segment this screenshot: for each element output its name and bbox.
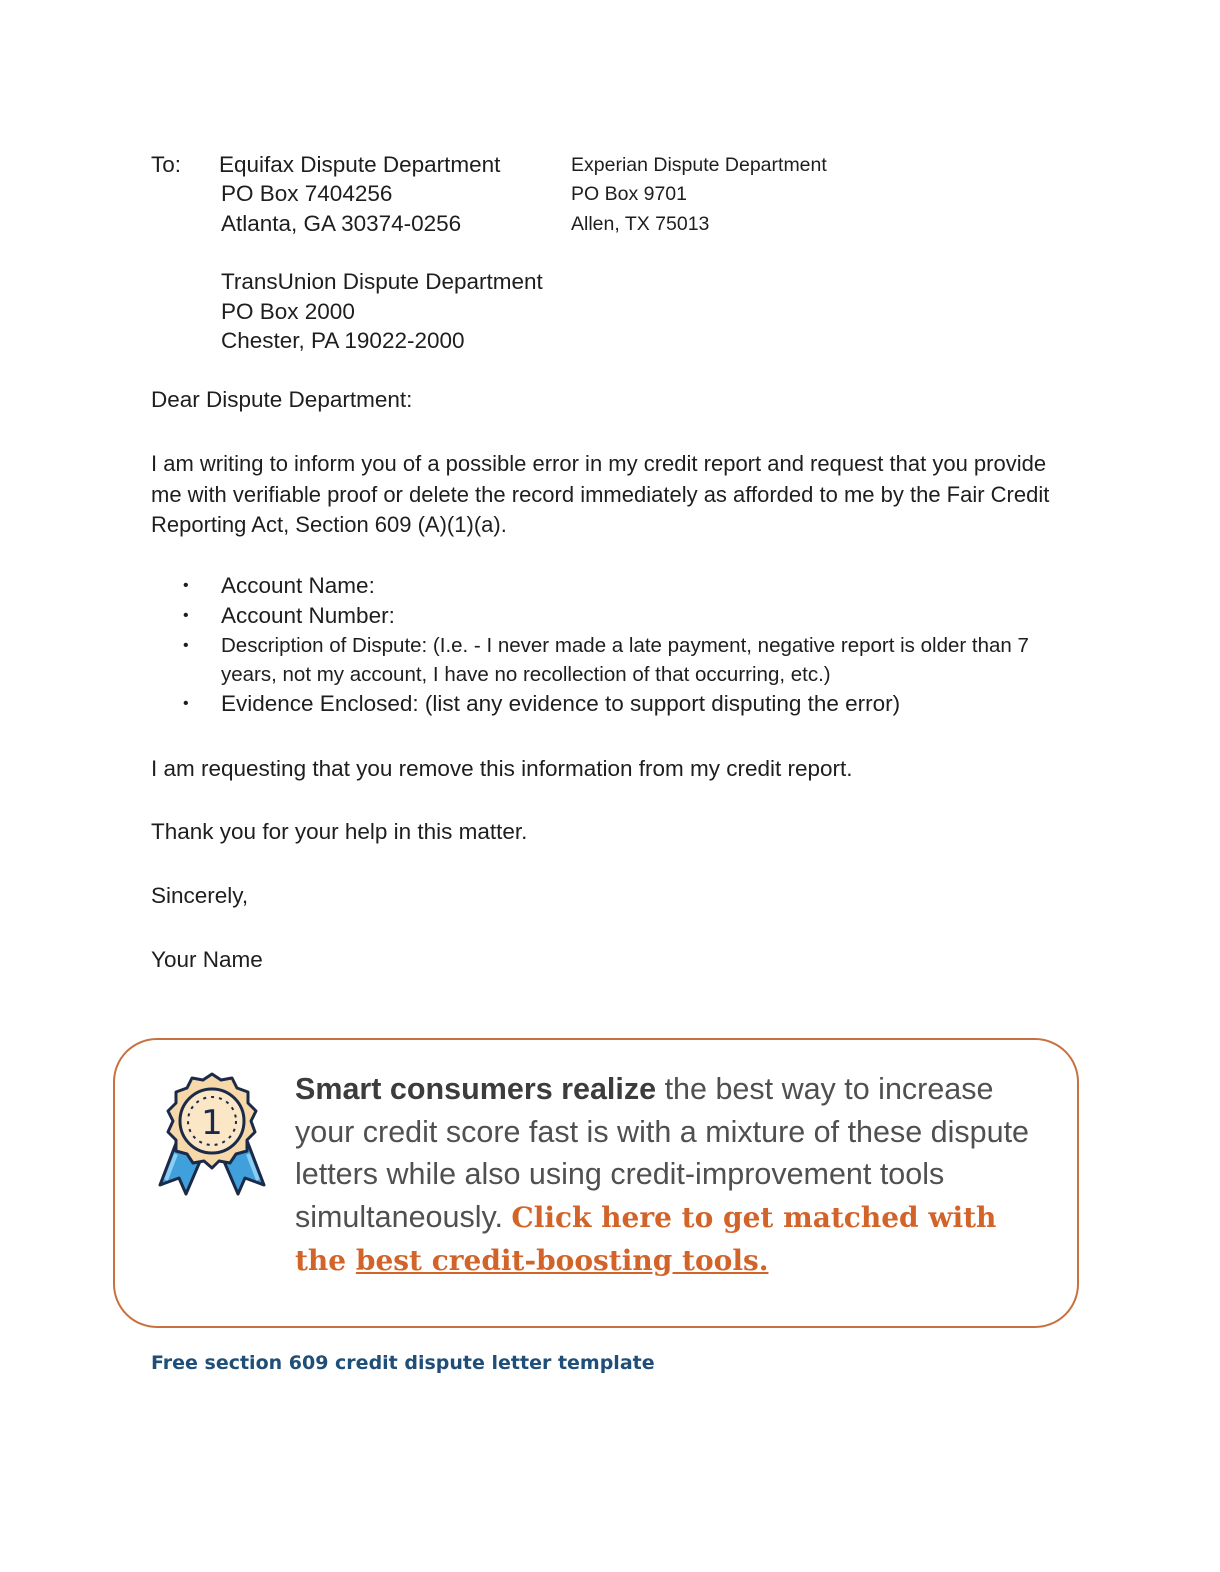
badge-number: 1 — [201, 1103, 223, 1143]
experian-name: Experian Dispute Department — [571, 154, 827, 176]
promo-body: the best way to increase your credit score fast is with a mixture of these dispute letters while also using credit-improvement tools simultaneously. — [295, 1072, 1030, 1234]
request-paragraph: I am requesting that you remove this information from my credit report. — [151, 756, 853, 781]
signature: Your Name — [151, 947, 263, 972]
dispute-details-list — [151, 571, 1051, 719]
promo-cta-link[interactable]: best credit-boosting tools. — [355, 1244, 769, 1277]
list-item: • Evidence Enclosed: (list any evidence to support disputing the error) — [151, 689, 1051, 719]
equifax-city: Atlanta, GA 30374-0256 — [221, 211, 462, 236]
transunion-city: Chester, PA 19022-2000 — [221, 328, 465, 353]
to-label: To: — [151, 152, 182, 177]
transunion-box: PO Box 2000 — [221, 299, 355, 324]
equifax-box: PO Box 7404256 — [221, 181, 393, 206]
award-ribbon-icon — [152, 1068, 272, 1200]
promo-text — [295, 1068, 1055, 1283]
equifax-name: Equifax Dispute Department — [219, 152, 501, 177]
list-item: • Account Number: — [151, 601, 1051, 631]
footer-caption: Free section 609 credit dispute letter template — [151, 1352, 655, 1374]
salutation: Dear Dispute Department: — [151, 387, 413, 412]
list-item: • Account Name: — [151, 571, 1051, 601]
thanks-paragraph: Thank you for your help in this matter. — [151, 819, 528, 844]
list-item: • Description of Dispute: (I.e. - I never made a late payment, negative report is older than 7 years, not my account, I have no recollection of that occurring, etc.) — [151, 631, 1051, 689]
promo-lead: Smart consumers realize — [295, 1072, 657, 1106]
closing: Sincerely, — [151, 883, 249, 908]
experian-city: Allen, TX 75013 — [571, 213, 710, 235]
transunion-name: TransUnion Dispute Department — [221, 269, 543, 294]
experian-box: PO Box 9701 — [571, 183, 687, 205]
intro-paragraph: I am writing to inform you of a possible error in my credit report and request that you provide me with verifiable proof or delete the record immediately as afforded to me by the Fair Credit Reporting Act, Section 609 (A)(1)(a). — [151, 451, 1050, 537]
promo-cta-text: Click here to get matched with the — [295, 1200, 997, 1277]
